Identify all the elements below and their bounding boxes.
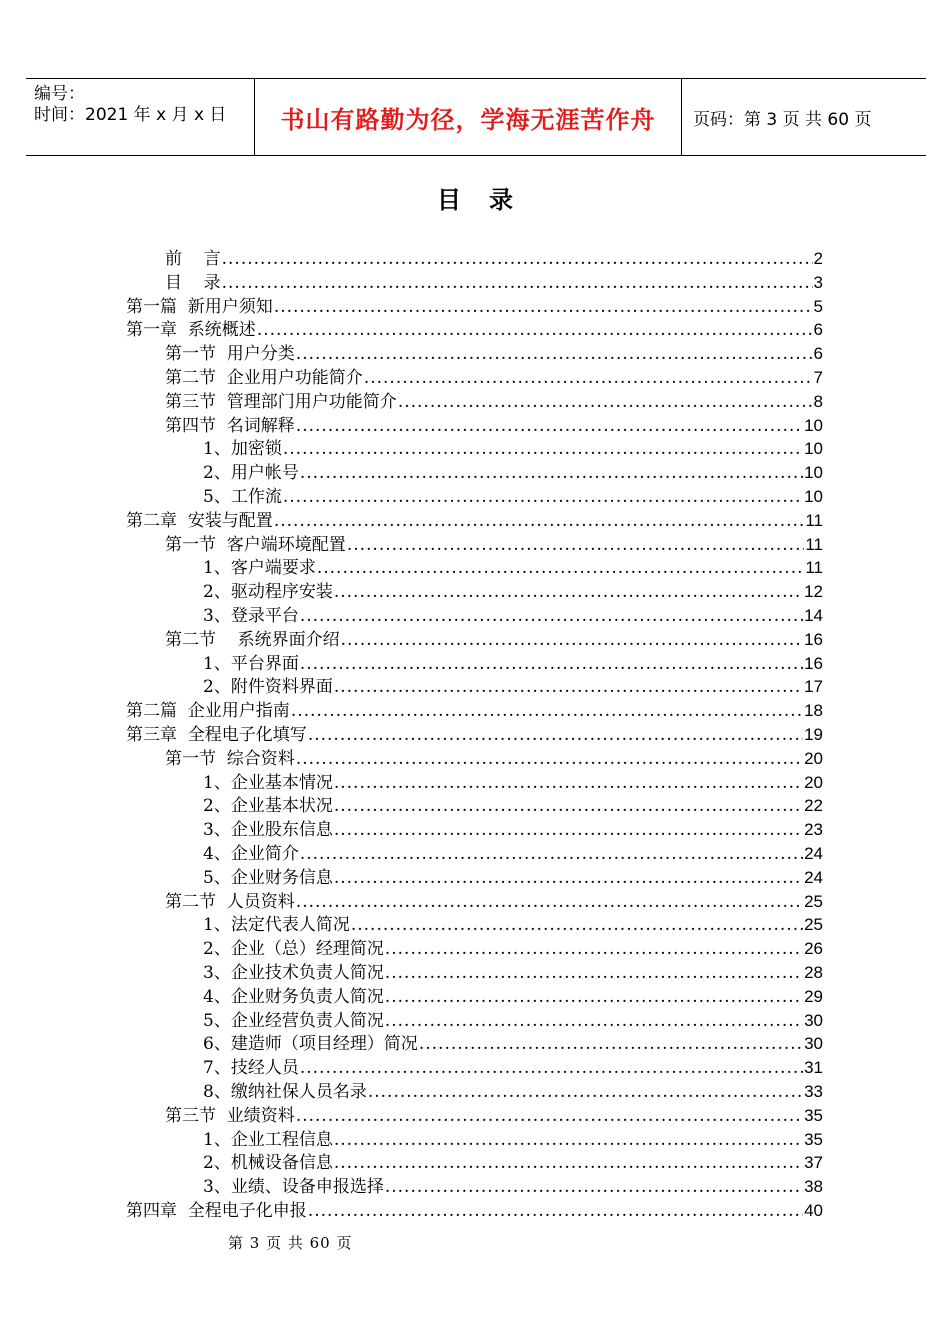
header-meta [26,79,254,155]
toc-entry-page: 26 [804,939,823,959]
toc-entry-page: 3 [813,272,823,292]
toc-entry-label: 2、附件资料界面 [203,677,333,698]
toc-entry-page: 24 [804,844,823,863]
toc-leader-dots [300,1056,803,1080]
toc-entry-page: 25 [804,891,823,911]
toc-entry[interactable] [203,985,823,1009]
toc-entry-label: 7、技经人员 [203,1058,299,1079]
toc-entry[interactable] [203,913,823,937]
toc-leader-dots [296,890,803,914]
toc-leader-dots [274,509,805,533]
toc-entry-label: 目 录 [165,272,221,293]
toc-entry-label: 第一节 综合资料 [165,748,295,769]
toc-entry-label: 第三节 管理部门用户功能简介 [165,391,397,412]
page-title: 目录 [437,185,541,214]
toc-entry[interactable] [165,890,823,914]
toc-leader-dots [291,699,803,723]
toc-entry-page: 33 [804,1082,823,1101]
toc-entry-page: 40 [804,1201,823,1220]
toc-entry-page: 14 [804,606,823,625]
toc-entry-label: 第一章 系统概述 [126,320,256,341]
toc-entry-label: 2、机械设备信息 [203,1153,333,1174]
toc-entry-page: 5 [813,296,823,316]
toc-leader-dots [334,580,803,604]
footer-page-number: 第 3 页 共 60 页 [228,1234,353,1252]
toc-entry[interactable] [203,437,823,461]
toc-leader-dots [334,866,803,890]
toc-entry-page: 25 [804,915,823,935]
toc-entry[interactable] [126,1199,823,1223]
toc-entry-page: 16 [804,653,823,673]
toc-leader-dots [385,1175,803,1199]
toc-leader-dots [308,723,803,747]
toc-leader-dots [296,1104,803,1128]
toc-leader-dots [257,318,813,342]
toc-entry-label: 2、企业基本状况 [203,796,333,817]
toc-entry-label: 1、法定代表人简况 [203,915,350,936]
toc-entry[interactable] [165,390,823,414]
toc-leader-dots [334,818,803,842]
toc-leader-dots [222,247,813,271]
toc-entry[interactable] [165,628,823,652]
toc-entry-label: 5、工作流 [203,487,282,507]
toc-entry[interactable] [203,580,823,604]
toc-leader-dots [385,985,803,1009]
page-footer [0,1232,950,1253]
toc-entry-page: 23 [804,820,823,840]
toc-entry[interactable] [203,652,823,676]
toc-entry-page: 12 [804,582,823,602]
toc-entry[interactable] [165,247,823,271]
toc-entry-label: 第二节 企业用户功能简介 [165,368,363,388]
toc-entry-label: 第四章 全程电子化申报 [126,1201,307,1221]
toc-leader-dots [300,604,803,628]
toc-entry[interactable] [203,556,823,580]
toc-entry[interactable] [203,937,823,961]
toc-entry-label: 3、企业技术负责人简况 [203,963,384,983]
toc-entry-label: 第三节 业绩资料 [165,1105,295,1126]
toc-leader-dots [341,628,803,652]
header-page-info: 页码：第 3 页 共 60 页 [693,109,872,130]
document-number-label: 编号： [34,84,85,104]
toc-entry-page: 30 [804,1034,823,1054]
toc-leader-dots [222,271,813,295]
toc-entry-page: 16 [804,629,823,649]
toc-entry-label: 第一节 客户端环境配置 [165,534,346,555]
header-motto-cell [254,79,682,155]
toc-leader-dots [334,1128,803,1152]
page-header [26,78,926,156]
toc-entry[interactable] [203,604,823,628]
toc-entry-label: 第一篇 新用户须知 [126,296,273,317]
toc-entry-label: 3、企业股东信息 [203,820,333,841]
toc-entry[interactable] [165,747,823,771]
toc-leader-dots [398,390,813,414]
toc-entry-page: 28 [804,963,823,982]
toc-entry-label: 5、企业经营负责人简况 [203,1010,384,1031]
toc-entry-label: 4、企业简介 [203,844,299,864]
toc-leader-dots [296,342,813,366]
toc-entry[interactable] [203,842,823,866]
toc-leader-dots [300,461,803,485]
toc-entry-page: 18 [804,701,823,721]
toc-entry-label: 第四节 名词解释 [165,415,295,436]
toc-entry-page: 30 [804,1010,823,1030]
toc-entry-page: 2 [813,249,823,268]
toc-entry-page: 38 [804,1177,823,1197]
toc-leader-dots [296,414,803,438]
toc-entry[interactable] [165,366,823,390]
toc-entry[interactable] [203,1056,823,1080]
toc-leader-dots [334,794,803,818]
toc-leader-dots [385,937,803,961]
toc-entry-page: 10 [804,415,823,435]
toc-entry-page: 22 [804,796,823,816]
toc-entry-label: 4、企业财务负责人简况 [203,986,384,1007]
toc-entry-label: 2、企业（总）经理简况 [203,939,384,960]
toc-entry-label: 1、加密锁 [203,439,282,460]
toc-entry[interactable] [203,818,823,842]
toc-entry-page: 6 [813,344,823,364]
toc-entry-page: 20 [804,748,823,768]
toc-entry[interactable] [203,1175,823,1199]
toc-entry-label: 3、登录平台 [203,606,299,626]
toc-entry-label: 第二节 人员资料 [165,891,295,912]
toc-entry-page: 7 [813,368,823,387]
toc-entry[interactable] [203,794,823,818]
toc-entry-page: 31 [804,1058,823,1078]
toc-entry[interactable] [165,533,823,557]
toc-entry[interactable] [165,342,823,366]
toc-leader-dots [334,1151,803,1175]
toc-entry[interactable] [203,675,823,699]
toc-entry[interactable] [126,295,823,319]
toc-entry-label: 第二章 安装与配置 [126,510,273,531]
toc-entry-page: 11 [805,558,823,578]
toc-entry-page: 8 [813,391,823,411]
toc-leader-dots [300,652,803,676]
toc-entry-page: 35 [804,1105,823,1125]
toc-entry[interactable] [203,961,823,985]
toc-entry-label: 前 言 [165,249,221,269]
toc-entry-page: 10 [804,463,823,483]
toc-entry-label: 3、业绩、设备申报选择 [203,1177,384,1198]
toc-leader-dots [274,295,813,319]
toc-entry-page: 10 [804,487,823,506]
toc-entry-label: 6、建造师（项目经理）简况 [203,1034,418,1055]
toc-leader-dots [368,1080,803,1104]
toc-entry[interactable] [126,318,823,342]
toc-entry-label: 5、企业财务信息 [203,867,333,888]
toc-entry[interactable] [165,1104,823,1128]
toc-entry-page: 11 [805,510,823,530]
toc-entry[interactable] [203,771,823,795]
toc-entry[interactable] [203,485,823,509]
toc-entry-label: 2、用户帐号 [203,463,299,484]
toc-entry[interactable] [203,1151,823,1175]
toc-leader-dots [385,1009,803,1033]
toc-entry-label: 第二节 系统界面介绍 [165,629,340,650]
toc-leader-dots [334,771,803,795]
toc-entry-label: 8、缴纳社保人员名录 [203,1082,367,1102]
toc-entry-label: 1、企业基本情况 [203,772,333,793]
toc-entry[interactable] [126,509,823,533]
toc-entry-page: 20 [804,772,823,792]
toc-entry[interactable] [165,271,823,295]
toc-entry[interactable] [203,866,823,890]
toc-entry-page: 17 [804,677,823,697]
toc-entry-page: 29 [804,986,823,1006]
toc-leader-dots [385,961,803,985]
toc-leader-dots [347,533,805,557]
toc-entry-label: 1、企业工程信息 [203,1129,333,1150]
toc-entry-page: 24 [804,867,823,887]
toc-leader-dots [317,556,805,580]
toc-entry-page: 37 [804,1153,823,1173]
toc-leader-dots [308,1199,803,1223]
toc-leader-dots [364,366,813,390]
toc-entry-label: 2、驱动程序安装 [203,582,333,603]
toc-entry[interactable] [203,461,823,485]
toc-entry-page: 6 [813,320,823,340]
toc-entry[interactable] [203,1009,823,1033]
toc-entry-label: 第二篇 企业用户指南 [126,701,290,722]
toc-entry[interactable] [203,1128,823,1152]
header-motto: 书山有路勤为径，学海无涯苦作舟 [280,105,656,134]
toc-leader-dots [334,675,803,699]
toc-entry-label: 1、客户端要求 [203,558,316,579]
toc-entry-page: 10 [804,439,823,459]
toc-entry-page: 11 [805,534,823,554]
toc-entry-page: 19 [804,725,823,744]
toc-entry-label: 第一节 用户分类 [165,344,295,365]
toc-entry-label: 第三章 全程电子化填写 [126,725,307,745]
toc-leader-dots [300,842,803,866]
toc-leader-dots [296,747,803,771]
document-time-label: 时间：2021 年 x 月 x 日 [34,105,227,125]
toc-leader-dots [419,1032,803,1056]
toc-entry-page: 35 [804,1129,823,1149]
toc-entry[interactable] [203,1032,823,1056]
toc-entry-label: 1、平台界面 [203,653,299,674]
toc-leader-dots [283,437,803,461]
toc-entry[interactable] [203,1080,823,1104]
toc-leader-dots [351,913,803,937]
toc-leader-dots [283,485,803,509]
toc-entry[interactable] [165,414,823,438]
toc-entry[interactable] [126,723,823,747]
toc-entry[interactable] [126,699,823,723]
